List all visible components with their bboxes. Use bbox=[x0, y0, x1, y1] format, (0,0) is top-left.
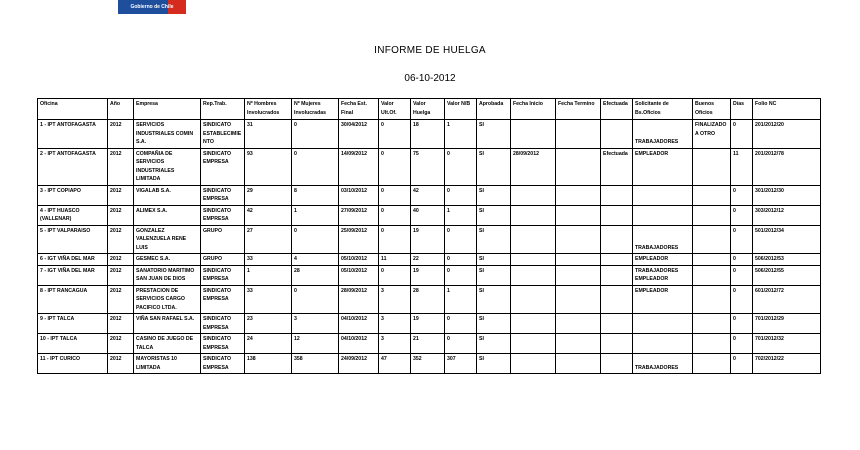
table-cell: 701/2012/32 bbox=[753, 334, 821, 354]
table-cell bbox=[511, 185, 556, 205]
table-cell: 506/2012/53 bbox=[753, 254, 821, 266]
column-header: Empresa bbox=[134, 99, 201, 120]
table-cell: SINDICATO EMPRESA bbox=[201, 354, 245, 374]
table-cell: 5 - IPT VALPARAISO bbox=[38, 225, 108, 254]
table-cell: 4 - IPT HUASCO (VALLENAR) bbox=[38, 205, 108, 225]
table-cell: GRUPO bbox=[201, 254, 245, 266]
table-cell: 1 bbox=[445, 205, 477, 225]
table-cell: 33 bbox=[245, 285, 292, 314]
table-cell: 23 bbox=[245, 314, 292, 334]
table-row bbox=[38, 285, 821, 314]
table-cell: 0 bbox=[379, 265, 411, 285]
table-cell: SERVICIOS INDUSTRIALES COMIN S.A. bbox=[134, 120, 201, 149]
table-cell: EMPLEADOR bbox=[633, 148, 693, 185]
table-cell bbox=[601, 285, 633, 314]
table-cell: 1 - IPT ANTOFAGASTA bbox=[38, 120, 108, 149]
table-cell: 21 bbox=[411, 334, 445, 354]
table-cell: 0 bbox=[379, 185, 411, 205]
table-cell bbox=[511, 254, 556, 266]
table-cell: 0 bbox=[731, 254, 753, 266]
table-cell: 03/10/2012 bbox=[339, 185, 379, 205]
table-cell bbox=[633, 314, 693, 334]
column-header: Aprobada bbox=[477, 99, 511, 120]
table-cell bbox=[601, 354, 633, 374]
table-cell: 0 bbox=[731, 285, 753, 314]
table-cell bbox=[693, 254, 731, 266]
table-cell bbox=[511, 225, 556, 254]
table-cell bbox=[601, 225, 633, 254]
table-cell: 358 bbox=[292, 354, 339, 374]
table-cell: 601/2012/72 bbox=[753, 285, 821, 314]
table-cell: 3 bbox=[379, 285, 411, 314]
table-cell: 301/2012/30 bbox=[753, 185, 821, 205]
table-cell: GONZALEZ VALENZUELA RENE LUIS bbox=[134, 225, 201, 254]
table-cell: EMPLEADOR bbox=[633, 285, 693, 314]
table-cell: 0 bbox=[731, 120, 753, 149]
table-cell: SI bbox=[477, 334, 511, 354]
table-row bbox=[38, 354, 821, 374]
table-cell: SANATORIO MARITIMO SAN JUAN DE DIOS bbox=[134, 265, 201, 285]
table-cell: 6 - IGT VIÑA DEL MAR bbox=[38, 254, 108, 266]
column-header: Efectuada bbox=[601, 99, 633, 120]
table-cell: 05/10/2012 bbox=[339, 254, 379, 266]
table-cell: 2012 bbox=[108, 314, 134, 334]
table-cell: 3 bbox=[292, 314, 339, 334]
table-cell: 0 bbox=[292, 120, 339, 149]
column-header: Rep.Trab. bbox=[201, 99, 245, 120]
table-cell bbox=[693, 334, 731, 354]
table-cell: 0 bbox=[731, 314, 753, 334]
table-cell: SINDICATO EMPRESA bbox=[201, 205, 245, 225]
table-cell bbox=[693, 354, 731, 374]
table-cell bbox=[511, 265, 556, 285]
table-cell: 18 bbox=[411, 120, 445, 149]
table-cell: 1 bbox=[445, 120, 477, 149]
table-cell: 2012 bbox=[108, 185, 134, 205]
table-cell: SINDICATO ESTABLECIMIENTO bbox=[201, 120, 245, 149]
table-cell bbox=[511, 205, 556, 225]
table-row bbox=[38, 205, 821, 225]
table-cell: VIÑA SAN RAFAEL S.A. bbox=[134, 314, 201, 334]
table-cell: 75 bbox=[411, 148, 445, 185]
table-cell: SI bbox=[477, 265, 511, 285]
table-cell: 40 bbox=[411, 205, 445, 225]
table-cell: 0 bbox=[379, 120, 411, 149]
table-cell: 0 bbox=[731, 265, 753, 285]
column-header: Buenos Oficios bbox=[693, 99, 731, 120]
table-cell bbox=[601, 185, 633, 205]
table-cell: 25/09/2012 bbox=[339, 225, 379, 254]
table-cell: 201/2012/78 bbox=[753, 148, 821, 185]
table-cell: 24 bbox=[245, 334, 292, 354]
table-cell bbox=[556, 225, 601, 254]
table-cell: 702/2012/22 bbox=[753, 354, 821, 374]
table-cell bbox=[556, 120, 601, 149]
table-cell: 19 bbox=[411, 265, 445, 285]
table-cell: 0 bbox=[731, 334, 753, 354]
table-cell: 0 bbox=[731, 225, 753, 254]
table-cell: 138 bbox=[245, 354, 292, 374]
table-cell: 28 bbox=[292, 265, 339, 285]
table-cell: SINDICATO EMPRESA bbox=[201, 148, 245, 185]
column-header: Valor Huelga bbox=[411, 99, 445, 120]
government-logo bbox=[118, 0, 186, 14]
table-cell: 2012 bbox=[108, 285, 134, 314]
table-cell: 2012 bbox=[108, 205, 134, 225]
table-cell: 0 bbox=[445, 265, 477, 285]
table-cell: 0 bbox=[379, 205, 411, 225]
table-cell bbox=[693, 265, 731, 285]
table-cell: SI bbox=[477, 314, 511, 334]
table-cell: 2012 bbox=[108, 254, 134, 266]
table-cell bbox=[556, 334, 601, 354]
table-header-row bbox=[38, 99, 821, 120]
report-title: INFORME DE HUELGA bbox=[374, 45, 486, 56]
table-cell: 307 bbox=[445, 354, 477, 374]
table-cell: 28/09/2012 bbox=[511, 148, 556, 185]
table-cell: 27 bbox=[245, 225, 292, 254]
table-cell: 29 bbox=[245, 185, 292, 205]
table-cell: 501/2012/34 bbox=[753, 225, 821, 254]
table-cell: 0 bbox=[292, 225, 339, 254]
table-cell: 2 - IPT ANTOFAGASTA bbox=[38, 148, 108, 185]
table-cell: 42 bbox=[411, 185, 445, 205]
table-cell: TRABAJADORES bbox=[633, 354, 693, 374]
table-cell: 0 bbox=[445, 148, 477, 185]
table-cell: SINDICATO EMPRESA bbox=[201, 285, 245, 314]
table-cell bbox=[601, 120, 633, 149]
table-cell bbox=[693, 148, 731, 185]
logo-text: Gobierno de Chile bbox=[130, 4, 174, 10]
table-cell: 9 - IPT TALCA bbox=[38, 314, 108, 334]
table-cell bbox=[693, 185, 731, 205]
table-cell: GESMEC S.A. bbox=[134, 254, 201, 266]
table-cell: GRUPO bbox=[201, 225, 245, 254]
table-cell bbox=[556, 148, 601, 185]
table-cell: 303/2012/12 bbox=[753, 205, 821, 225]
column-header: Valor N/B bbox=[445, 99, 477, 120]
column-header: Valor Ult.Of. bbox=[379, 99, 411, 120]
table-cell: SI bbox=[477, 225, 511, 254]
table-cell: 0 bbox=[379, 148, 411, 185]
table-cell bbox=[511, 120, 556, 149]
column-header: Folio NC bbox=[753, 99, 821, 120]
table-cell: 28 bbox=[411, 285, 445, 314]
table-cell: SI bbox=[477, 354, 511, 374]
table-cell: 0 bbox=[731, 205, 753, 225]
table-cell: 2012 bbox=[108, 148, 134, 185]
table-cell: 04/10/2012 bbox=[339, 314, 379, 334]
table-row bbox=[38, 185, 821, 205]
column-header: Nº Hombres Involucrados bbox=[245, 99, 292, 120]
table-cell: 8 - IPT RANCAGUA bbox=[38, 285, 108, 314]
table-cell: 2012 bbox=[108, 225, 134, 254]
table-cell bbox=[601, 254, 633, 266]
table-cell: 0 bbox=[292, 148, 339, 185]
table-cell bbox=[693, 205, 731, 225]
table-cell: 0 bbox=[445, 334, 477, 354]
table-cell: 33 bbox=[245, 254, 292, 266]
table-cell: SI bbox=[477, 285, 511, 314]
table-cell: SINDICATO EMPRESA bbox=[201, 314, 245, 334]
table-cell: 0 bbox=[379, 225, 411, 254]
table-cell bbox=[511, 354, 556, 374]
table-cell bbox=[511, 285, 556, 314]
table-cell: 14/09/2012 bbox=[339, 148, 379, 185]
table-cell: 701/2012/29 bbox=[753, 314, 821, 334]
table-cell: SINDICATO EMPRESA bbox=[201, 265, 245, 285]
table-cell: SI bbox=[477, 120, 511, 149]
column-header: Días bbox=[731, 99, 753, 120]
table-cell bbox=[556, 354, 601, 374]
column-header: Nº Mujeres Involucradas bbox=[292, 99, 339, 120]
column-header: Fecha Inicio bbox=[511, 99, 556, 120]
table-cell: 2012 bbox=[108, 334, 134, 354]
table-cell: 11 bbox=[379, 254, 411, 266]
column-header: Solicitante de Bs.Oficios bbox=[633, 99, 693, 120]
table-cell bbox=[556, 185, 601, 205]
table-row bbox=[38, 314, 821, 334]
table-cell: 1 bbox=[292, 205, 339, 225]
table-cell: SINDICATO EMPRESA bbox=[201, 185, 245, 205]
table-cell: SI bbox=[477, 254, 511, 266]
table-cell: 12 bbox=[292, 334, 339, 354]
table-cell bbox=[633, 185, 693, 205]
table-cell bbox=[601, 334, 633, 354]
table-cell: COMPAÑIA DE SERVICIOS INDUSTRIALES LIMITADA bbox=[134, 148, 201, 185]
table-cell: TRABAJADORES EMPLEADOR bbox=[633, 265, 693, 285]
table-cell: 47 bbox=[379, 354, 411, 374]
table-cell bbox=[556, 205, 601, 225]
table-row bbox=[38, 265, 821, 285]
table-cell: 8 bbox=[292, 185, 339, 205]
table-cell: Efectuada bbox=[601, 148, 633, 185]
table-cell: 19 bbox=[411, 225, 445, 254]
table-cell: SI bbox=[477, 148, 511, 185]
column-header: Oficina bbox=[38, 99, 108, 120]
table-cell: 93 bbox=[245, 148, 292, 185]
table-cell: 28/09/2012 bbox=[339, 285, 379, 314]
table-cell: 10 - IPT TALCA bbox=[38, 334, 108, 354]
table-cell: VIGALAB S.A. bbox=[134, 185, 201, 205]
table-cell: 3 - IPT COPIAPO bbox=[38, 185, 108, 205]
table-cell: ALIMEX S.A. bbox=[134, 205, 201, 225]
table-cell bbox=[693, 314, 731, 334]
table-cell bbox=[556, 265, 601, 285]
table-cell: 201/2012/20 bbox=[753, 120, 821, 149]
table-row bbox=[38, 148, 821, 185]
table-cell: 0 bbox=[731, 185, 753, 205]
table-cell: 1 bbox=[445, 285, 477, 314]
table-cell: FINALIZADO A OTRO bbox=[693, 120, 731, 149]
table-cell: 0 bbox=[292, 285, 339, 314]
table-cell: PRESTACION DE SERVICIOS CARGO PACIFICO LTDA. bbox=[134, 285, 201, 314]
table-cell bbox=[601, 314, 633, 334]
column-header: Fecha Est. Final bbox=[339, 99, 379, 120]
table-cell: 42 bbox=[245, 205, 292, 225]
table-cell: 2012 bbox=[108, 265, 134, 285]
table-cell: 0 bbox=[445, 254, 477, 266]
table-cell: 30/04/2012 bbox=[339, 120, 379, 149]
column-header: Fecha Termino bbox=[556, 99, 601, 120]
table-cell bbox=[511, 314, 556, 334]
table-cell bbox=[601, 265, 633, 285]
table-cell bbox=[556, 314, 601, 334]
table-cell bbox=[693, 285, 731, 314]
table-cell: 352 bbox=[411, 354, 445, 374]
table-cell: 05/10/2012 bbox=[339, 265, 379, 285]
table-cell bbox=[693, 225, 731, 254]
table-cell: 7 - IGT VIÑA DEL MAR bbox=[38, 265, 108, 285]
table-cell: 31 bbox=[245, 120, 292, 149]
table-cell: 27/09/2012 bbox=[339, 205, 379, 225]
table-cell: SI bbox=[477, 205, 511, 225]
table-cell bbox=[556, 254, 601, 266]
table-cell bbox=[601, 205, 633, 225]
table-cell: SI bbox=[477, 185, 511, 205]
table-row bbox=[38, 225, 821, 254]
table-cell: 19 bbox=[411, 314, 445, 334]
table-cell bbox=[556, 285, 601, 314]
table-cell: 22 bbox=[411, 254, 445, 266]
table-cell: 2012 bbox=[108, 120, 134, 149]
table-cell: 3 bbox=[379, 314, 411, 334]
table-cell: 04/10/2012 bbox=[339, 334, 379, 354]
table-cell: 11 bbox=[731, 148, 753, 185]
table-cell: 0 bbox=[445, 185, 477, 205]
table-cell bbox=[633, 205, 693, 225]
table-cell: 2012 bbox=[108, 354, 134, 374]
table-cell: SINDICATO EMPRESA bbox=[201, 334, 245, 354]
table-row bbox=[38, 254, 821, 266]
table-cell: 0 bbox=[445, 225, 477, 254]
table-cell: 24/09/2012 bbox=[339, 354, 379, 374]
table-cell: TRABAJADORES bbox=[633, 225, 693, 254]
table-cell: EMPLEADOR bbox=[633, 254, 693, 266]
table-cell: 506/2012/55 bbox=[753, 265, 821, 285]
table-cell: 1 bbox=[245, 265, 292, 285]
table-cell: 0 bbox=[731, 354, 753, 374]
table-cell: CASINO DE JUEGO DE TALCA bbox=[134, 334, 201, 354]
table-row bbox=[38, 120, 821, 149]
table-cell: 0 bbox=[445, 314, 477, 334]
table-cell bbox=[511, 334, 556, 354]
column-header: Año bbox=[108, 99, 134, 120]
report-date: 06-10-2012 bbox=[404, 73, 456, 84]
table-cell: 4 bbox=[292, 254, 339, 266]
table-cell: 3 bbox=[379, 334, 411, 354]
table-cell: 11 - IPT CURICO bbox=[38, 354, 108, 374]
table-cell: MAYORISTAS 10 LIMITADA bbox=[134, 354, 201, 374]
table-cell: TRABAJADORES bbox=[633, 120, 693, 149]
strike-report-table bbox=[37, 98, 821, 374]
table-row bbox=[38, 334, 821, 354]
table-cell bbox=[633, 334, 693, 354]
